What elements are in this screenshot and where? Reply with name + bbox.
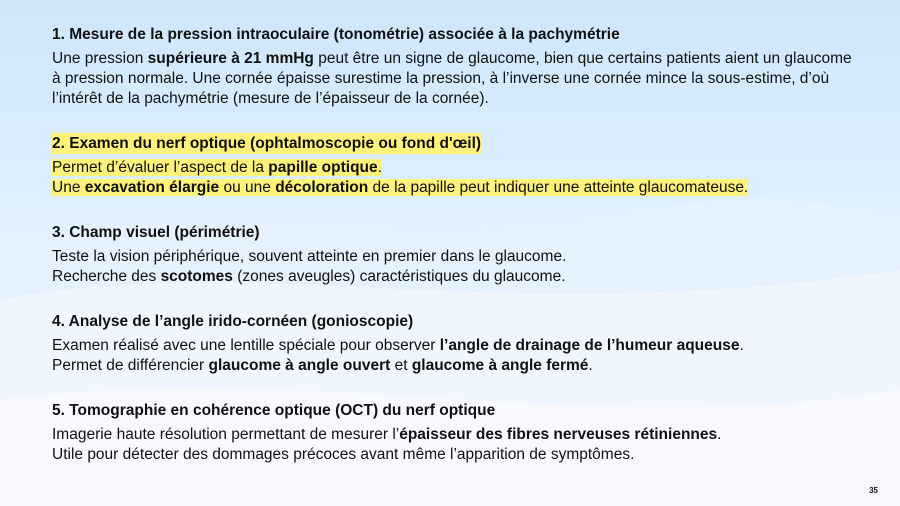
text-run: Permet d’évaluer l’aspect de la <box>52 159 269 176</box>
slide-content <box>52 24 852 489</box>
section-body <box>52 247 852 287</box>
text-run: Une pression <box>52 50 148 67</box>
section-4 <box>52 311 852 376</box>
bold-text: excavation élargie <box>84 179 220 196</box>
section-body <box>52 336 852 376</box>
section-body <box>52 425 852 465</box>
body-line <box>52 336 852 356</box>
bold-text: glaucome à angle fermé <box>411 357 589 374</box>
text-run: . <box>717 426 722 443</box>
body-line <box>52 178 852 198</box>
bold-text: épaisseur des fibres nerveuses rétiniennes <box>399 426 718 443</box>
section-heading: 4. Analyse de l’angle irido-cornéen (gonioscopie) <box>52 313 414 330</box>
section-heading: 5. Tomographie en cohérence optique (OCT) du nerf optique <box>52 402 496 419</box>
section-heading: 3. Champ visuel (périmétrie) <box>52 224 260 241</box>
bold-text: supérieure à 21 mmHg <box>147 50 314 67</box>
body-line <box>52 247 852 267</box>
bold-text: décoloration <box>275 179 369 196</box>
text-run: et <box>390 357 412 374</box>
text-run: peut être un signe de glaucome, bien que certains patients aient un glaucome à pression normale. Une cornée épaisse surestime la pression, à l’inverse une cornée mince la sous-estime, d’où l’intérêt de la pachymétrie (mesure de l’épaisseur de la cornée). <box>52 50 852 107</box>
section-heading: 1. Mesure de la pression intraoculaire (tonométrie) associée à la pachymétrie <box>52 26 620 43</box>
bold-text: papille optique <box>268 159 378 176</box>
text-run: Imagerie haute résolution permettant de mesurer l’ <box>52 426 400 443</box>
text-run: (zones aveugles) caractéristiques du glaucome. <box>232 268 566 285</box>
text-run: . <box>377 159 382 176</box>
section-body <box>52 158 852 198</box>
section-heading: 2. Examen du nerf optique (ophtalmoscopie ou fond d'œil) <box>52 135 482 152</box>
text-run: . <box>588 357 593 374</box>
section-body <box>52 49 852 109</box>
text-run: . <box>739 337 744 354</box>
text-run: Teste la vision périphérique, souvent atteinte en premier dans le glaucome. <box>52 248 567 265</box>
body-line <box>52 267 852 287</box>
text-run: de la papille peut indiquer une atteinte glaucomateuse. <box>368 179 749 196</box>
bold-text: glaucome à angle ouvert <box>208 357 391 374</box>
body-line <box>52 425 852 445</box>
text-run: ou une <box>219 179 276 196</box>
section-1 <box>52 24 852 109</box>
section-5 <box>52 400 852 465</box>
section-3 <box>52 222 852 287</box>
text-run: Une <box>52 179 85 196</box>
bold-text: l’angle de drainage de l’humeur aqueuse <box>439 337 740 354</box>
text-run: Permet de différencier <box>52 357 209 374</box>
section-2 <box>52 133 852 198</box>
body-line <box>52 158 852 178</box>
text-run: Examen réalisé avec une lentille spéciale pour observer <box>52 337 440 354</box>
body-line <box>52 356 852 376</box>
bold-text: scotomes <box>160 268 233 285</box>
body-line <box>52 49 852 109</box>
text-run: Recherche des <box>52 268 161 285</box>
page-number: 35 <box>869 486 878 495</box>
text-run: Utile pour détecter des dommages précoces avant même l’apparition de symptômes. <box>52 446 635 463</box>
body-line <box>52 445 852 465</box>
